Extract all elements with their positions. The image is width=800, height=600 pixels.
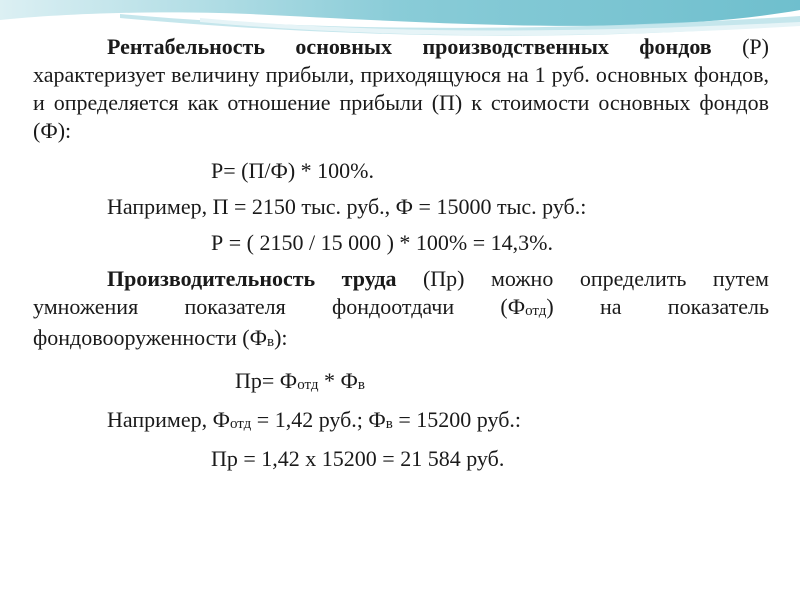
term-productivity: Производительность труда <box>107 266 397 291</box>
paragraph-profitability-text: (Р) характеризует величину прибыли, приходящуюся на 1 руб. основных фондов, и определяется как отношение прибыли (П) к стоимости основных фондов (Ф): <box>33 34 769 143</box>
example-productivity <box>33 406 769 437</box>
example-subscript-otd: отд <box>229 416 252 432</box>
formula-subscript-otd: отд <box>297 377 319 393</box>
subscript-v: в <box>267 334 275 350</box>
calculation-profitability: Р = ( 2150 / 15 000 ) * 100% = 14,3%. <box>211 230 553 255</box>
paragraph-productivity-text-a: (Пр) можно определить путем умножения показателя фондоотдачи (Ф <box>33 266 769 319</box>
example-profitability: Например, П = 2150 тыс. руб., Ф = 15000 тыс. руб.: <box>107 194 587 219</box>
slide-content <box>33 33 769 473</box>
paragraph-productivity-text-c: ): <box>274 325 288 350</box>
example-subscript-v: в <box>385 416 393 432</box>
formula-productivity <box>33 367 769 398</box>
formula-subscript-v: в <box>357 377 365 393</box>
formula-productivity-mid: * Ф <box>318 368 358 393</box>
formula-profitability: Р= (П/Ф) * 100%. <box>211 158 375 183</box>
paragraph-productivity-text-b: ) на показатель фондовооруженности (Ф <box>33 294 769 350</box>
example-productivity-c: = 15200 руб.: <box>392 407 522 432</box>
calculation-productivity: Пр = 1,42 х 15200 = 21 584 руб. <box>211 446 505 471</box>
example-productivity-a: Например, Ф <box>107 407 230 432</box>
term-profitability: Рентабельность основных производственных фондов <box>107 34 712 59</box>
example-productivity-b: = 1,42 руб.; Ф <box>251 407 386 432</box>
paragraph-productivity <box>33 265 769 355</box>
formula-productivity-left: Пр= Ф <box>235 368 298 393</box>
subscript-otd: отд <box>525 303 547 319</box>
paragraph-profitability <box>33 33 769 145</box>
